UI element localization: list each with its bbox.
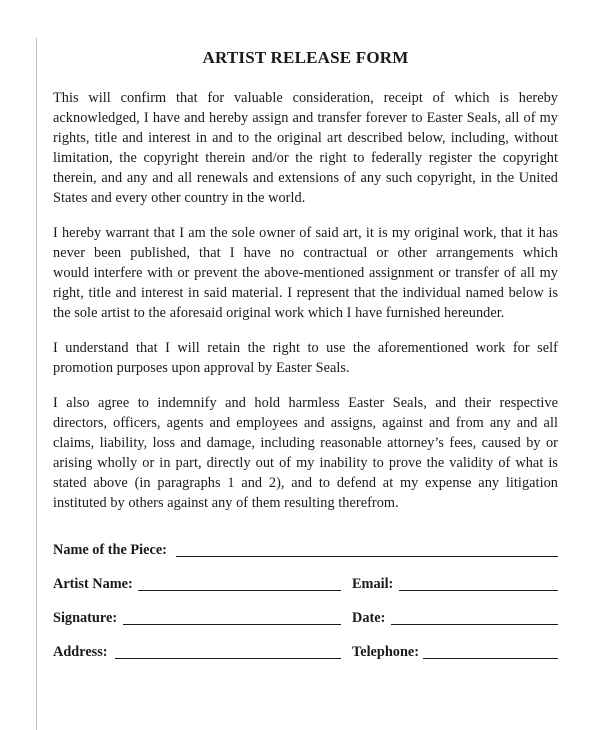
signature-fields bbox=[53, 540, 558, 676]
paragraph-line: instituted by others against any of them resulting therefrom. bbox=[53, 495, 399, 511]
paragraph-line: stated above (in paragraphs 1 and 2), and to defend at my expense any litigation bbox=[53, 475, 558, 491]
telephone-field[interactable] bbox=[423, 658, 558, 659]
paragraph-line: right, title and interest in said material. I represent that the individual named below is bbox=[53, 285, 558, 301]
form-title: ARTIST RELEASE FORM bbox=[202, 48, 409, 67]
name-of-piece-label: Name of the Piece: bbox=[53, 542, 167, 558]
paragraph-warranty bbox=[53, 223, 558, 323]
field-row-address bbox=[53, 642, 558, 676]
paragraph-line: States and every other country in the world. bbox=[53, 190, 306, 206]
address-field[interactable] bbox=[115, 658, 341, 659]
field-row-artist bbox=[53, 574, 558, 608]
paragraph-line: rights, title and interest in and to the original art described below, including, without bbox=[53, 130, 558, 146]
paragraph-line: I also agree to indemnify and hold harmless Easter Seals, and their respective bbox=[53, 395, 558, 411]
paragraph-line: I hereby warrant that I am the sole owner of said art, it is my original work, that it has bbox=[53, 225, 558, 241]
paragraph-line: arising wholly or in part, directly out of my inability to prove the validity of what is bbox=[53, 455, 558, 471]
artist-name-field[interactable] bbox=[138, 590, 341, 591]
paragraph-line: directors, officers, agents and employees and assigns, against and from any and all bbox=[53, 415, 558, 431]
paragraph-line: claims, liability, loss and damage, including reasonable attorney’s fees, caused by or bbox=[53, 435, 558, 451]
field-row-piece bbox=[53, 540, 558, 574]
address-label: Address: bbox=[53, 644, 108, 660]
paragraph-line: never been published, that I have no contractual or other arrangements which bbox=[53, 245, 558, 261]
paragraph-line: limitation, the copyright therein and/or the right to federally register the copyright bbox=[53, 150, 558, 166]
email-label: Email: bbox=[352, 576, 394, 592]
paragraph-retain-rights bbox=[53, 338, 558, 378]
paragraph-assignment bbox=[53, 88, 558, 208]
paragraph-line: acknowledged, I have and hereby assign and transfer forever to Easter Seals, all of my bbox=[53, 110, 558, 126]
field-row-signature bbox=[53, 608, 558, 642]
date-label: Date: bbox=[352, 610, 386, 626]
signature-label: Signature: bbox=[53, 610, 118, 626]
paragraph-line: therein, and any and all renewals and extensions of any such copyright, in the United bbox=[53, 170, 558, 186]
telephone-label: Telephone: bbox=[352, 644, 419, 660]
paragraph-line: would interfere with or prevent the above-mentioned assignment or transfer of all my bbox=[53, 265, 558, 281]
left-margin-rule bbox=[36, 38, 37, 730]
name-of-piece-field[interactable] bbox=[176, 556, 558, 557]
paragraph-line: the sole artist to the aforesaid original work which I have furnished hereunder. bbox=[53, 305, 505, 321]
paragraph-indemnify bbox=[53, 393, 558, 513]
paragraph-line: I understand that I will retain the right to use the aforementioned work for self bbox=[53, 340, 558, 356]
paragraph-line: This will confirm that for valuable consideration, receipt of which is hereby bbox=[53, 90, 558, 106]
signature-field[interactable] bbox=[123, 624, 341, 625]
email-field[interactable] bbox=[399, 590, 558, 591]
document-page bbox=[53, 46, 558, 528]
paragraph-line: promotion purposes upon approval by Easter Seals. bbox=[53, 360, 350, 376]
date-field[interactable] bbox=[391, 624, 558, 625]
artist-name-label: Artist Name: bbox=[53, 576, 133, 592]
